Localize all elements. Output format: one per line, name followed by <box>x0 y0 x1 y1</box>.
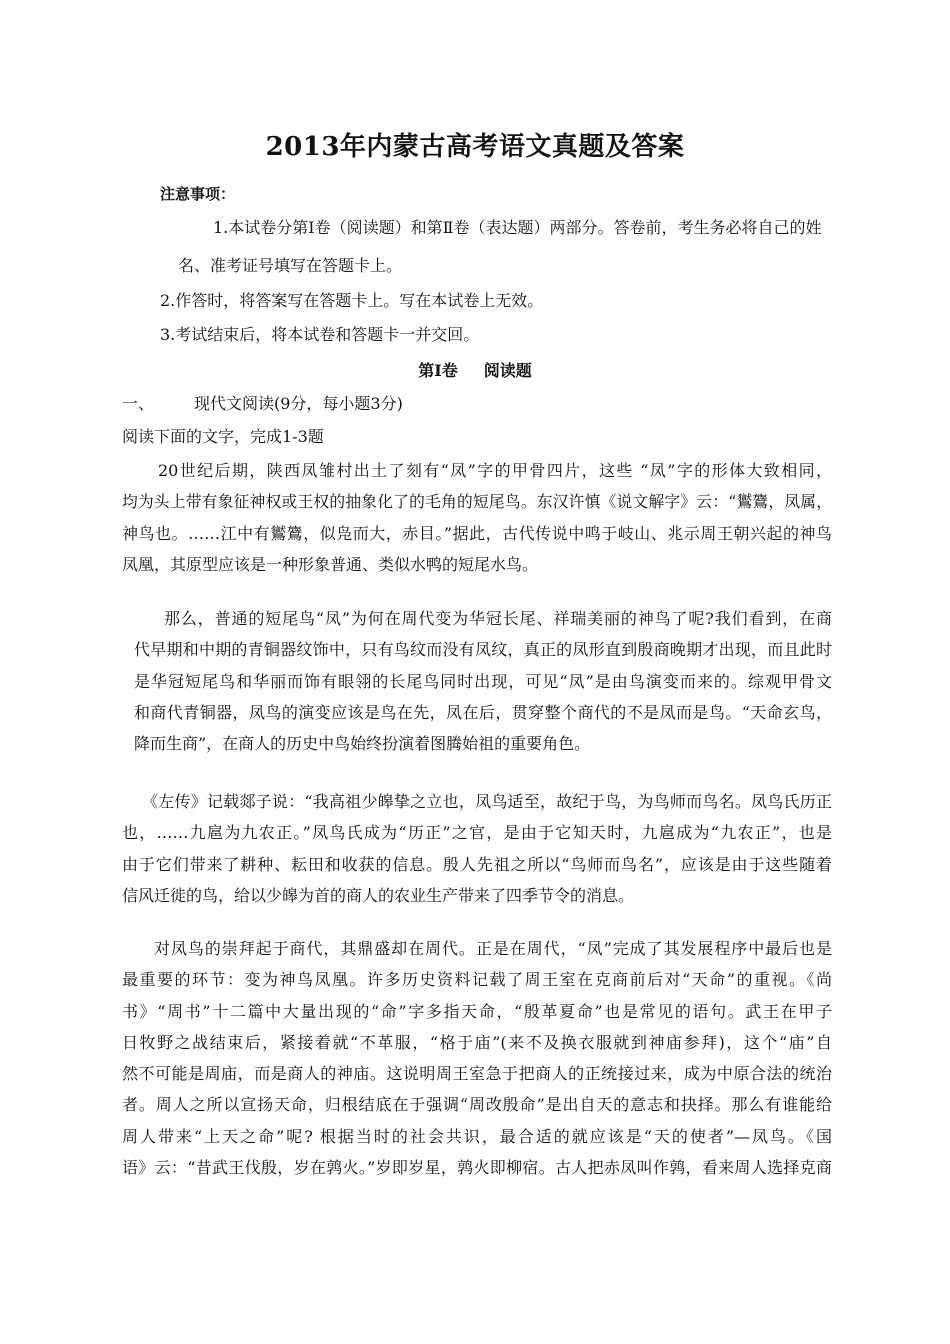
document-title: 2013年内蒙古高考语文真题及答案 <box>265 132 685 162</box>
paragraph-line: 降而生商”，在商人的历史中鸟始终扮演着图腾始祖的重要角色。 <box>134 734 591 754</box>
paragraph-line: 者。周人之所以宣扬天命，归根结底在于强调“周改殷命”是出自天的意志和抉择。那么有谁能给 <box>122 1095 832 1115</box>
paragraph-line: 20世纪后期，陕西凤雏村出土了刻有“凤”字的甲骨四片，这些 “凤”字的形体大致相同， <box>158 461 832 480</box>
paragraph-line: 然不可能是周庙，而是商人的神庙。这说明周王室急于把商人的正统接过来，成为中原合法的统治 <box>122 1064 832 1084</box>
paragraph-line: 信风迁徙的鸟，给以少皞为首的商人的农业生产带来了四季节令的消息。 <box>122 885 635 905</box>
section-name: 阅读题 <box>483 361 532 380</box>
paragraph-line: 最重要的环节：变为神鸟凤凰。许多历史资料记载了周王室在克商前后对“天命”的重视。《尚 <box>122 970 832 990</box>
notice-item-3: 3.考试结束后，将本试卷和答题卡一并交回。 <box>160 325 480 344</box>
passage-paragraph-2 <box>134 603 832 759</box>
paragraph-line: 是华冠短尾鸟和华丽而饰有眼翎的长尾鸟同时出现，可见“凤”是由鸟演变而来的。综观甲骨文 <box>134 671 832 691</box>
paragraph-line: 凤凰，其原型应该是一种形象普通、类似水鸭的短尾水鸟。 <box>122 554 539 574</box>
section-heading <box>0 358 950 381</box>
question-group-heading <box>122 394 403 414</box>
question-instruction: 阅读下面的文字，完成1-3题 <box>122 427 324 446</box>
paragraph-line: 日牧野之战结束后，紧接着就“不革服，“格于庙”(来不及换衣服就到神庙参拜)，这个“庙”自 <box>122 1032 832 1052</box>
paragraph-line: 周人带来“上天之命”呢? 根据当时的社会共识，最合适的就应该是“天的使者”—凤鸟。《国 <box>122 1126 832 1146</box>
paragraph-line: 代早期和中期的青铜器纹饰中，只有鸟纹而没有凤纹，真正的凤形直到殷商晚期才出现，而且此时 <box>134 640 832 660</box>
paragraph-line: 《左传》记载郯子说：“我高祖少皞挚之立也，凤鸟适至，故纪于鸟，为鸟师而鸟名。凤鸟氏历正 <box>142 792 832 811</box>
notice-heading: 注意事项： <box>160 185 236 203</box>
paragraph-line: 对凤鸟的崇拜起于商代，其鼎盛却在周代。正是在周代，“凤”完成了其发展程序中最后也是 <box>154 939 832 958</box>
paragraph-line: 语》云：“昔武王伐殷，岁在鹑火。”岁即岁星，鹑火即柳宿。古人把赤凤叫作鹑，看来周人选择克商 <box>122 1158 832 1178</box>
paragraph-line: 和商代青铜器，凤鸟的演变应该是鸟在先，凤在后，贯穿整个商代的不是凤而是鸟。“天命玄鸟， <box>134 702 832 722</box>
paragraph-line: 由于它们带来了耕种、耘田和收获的信息。殷人先祖之所以“鸟师而鸟名”，应该是由于这些随着 <box>122 854 832 874</box>
notice-item-1: 1.本试卷分第Ⅰ卷（阅读题）和第Ⅱ卷（表达题）两部分。答卷前，考生务必将自己的姓 <box>213 218 822 237</box>
notice-item-2: 2.作答时，将答案写在答题卡上。写在本试卷上无效。 <box>160 291 544 310</box>
passage-paragraph-1 <box>122 455 832 580</box>
section-part: 第Ⅰ卷 <box>418 361 458 380</box>
paragraph-line: 那么，普通的短尾鸟“凤”为何在周代变为华冠长尾、祥瑞美丽的神鸟了呢?我们看到，在商 <box>164 609 832 628</box>
notice-item-1-cont: 名、准考证号填写在答题卡上。 <box>178 256 403 275</box>
passage-paragraph-4 <box>122 933 832 1183</box>
question-group-number: 一、 <box>122 394 155 413</box>
passage-paragraph-3 <box>122 786 832 911</box>
question-group-label: 现代文阅读(9分，每小题3分) <box>194 394 403 413</box>
paragraph-line: 均为头上带有象征神权或王权的抽象化了的毛角的短尾鸟。东汉许慎《说文解字》云：“鸑鷟，凤属， <box>122 492 832 512</box>
paragraph-line: 神鸟也。……江中有鸑鷟，似凫而大，赤目。”据此，古代传说中鸣于岐山、兆示周王朝兴起的神鸟 <box>122 523 832 543</box>
paragraph-line: 书》“周书”十二篇中大量出现的“命”字多指天命，“殷革夏命”也是常见的语句。武王在甲子 <box>122 1001 832 1021</box>
paragraph-line: 也，……九扈为九农正。”凤鸟氏成为“历正”之官，是由于它知天时，九扈成为“九农正”，也是 <box>122 823 832 843</box>
